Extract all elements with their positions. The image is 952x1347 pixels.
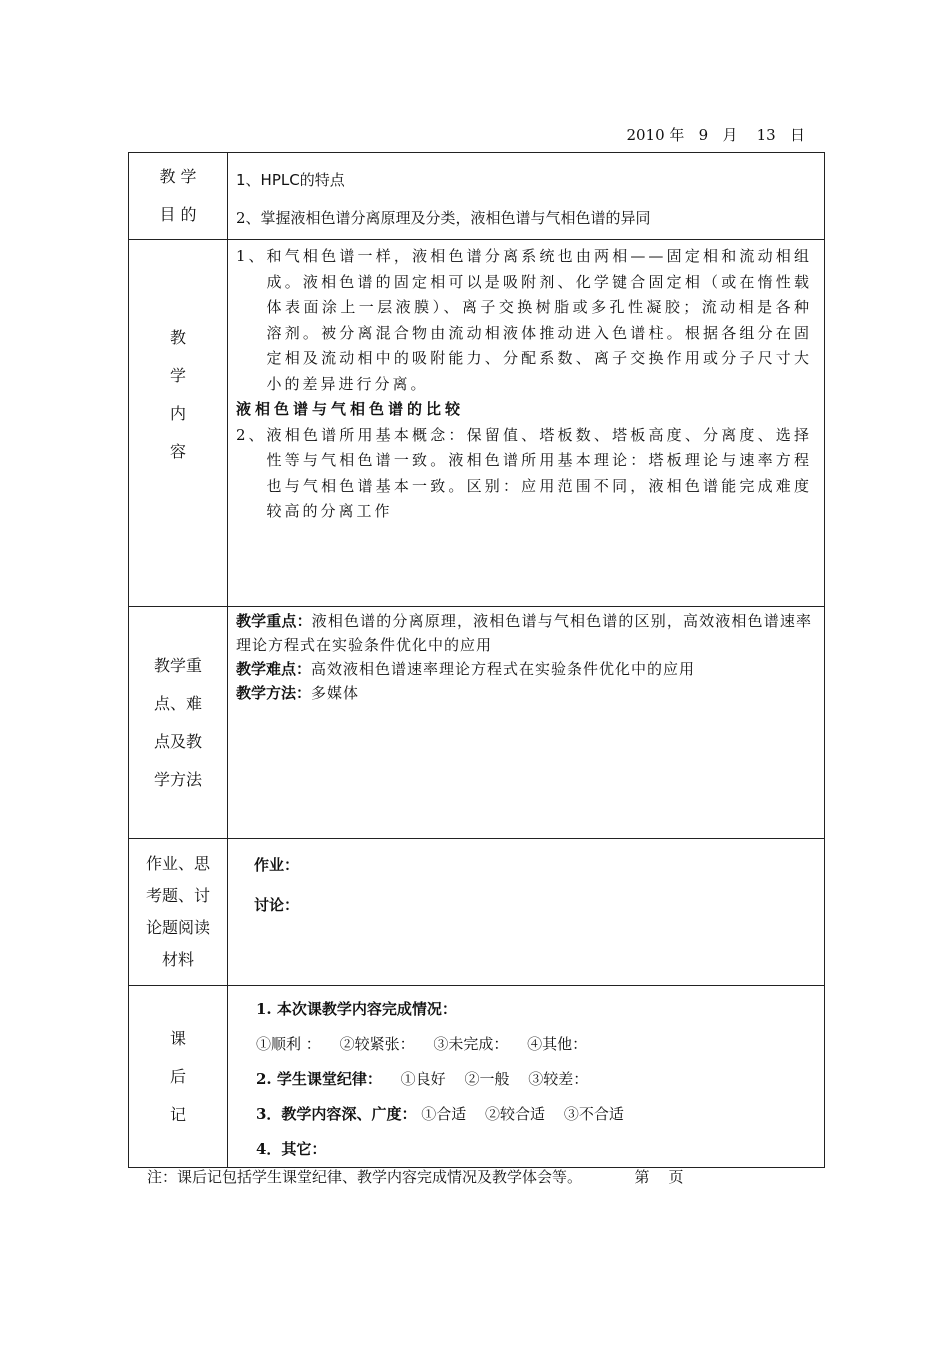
completion-option-1: ①顺利 ： xyxy=(256,1035,321,1053)
methods-label-line-3: 点及教 xyxy=(153,731,202,751)
footer-note-text: 注：课后记包括学生课堂纪律、教学内容完成情况及教学体会等。 xyxy=(147,1168,583,1186)
discipline-line xyxy=(256,1062,814,1097)
completion-option-3: ③未完成： xyxy=(433,1035,509,1053)
aim-item-1: 1、HPLC的特点 xyxy=(236,171,345,189)
teaching-method xyxy=(236,681,812,705)
aim-item-2: 2、掌握液相色谱分离原理及分类，液相色谱与气相色谱的异同 xyxy=(236,209,651,227)
homework-label-line-1: 作业、思 xyxy=(145,854,210,873)
completion-option-2: ②较紧张： xyxy=(339,1035,415,1053)
content-cell xyxy=(228,240,825,607)
homework-cell xyxy=(228,839,825,986)
methods-label-line-4: 学方法 xyxy=(153,769,202,789)
homework-label-line-3: 论题阅读 xyxy=(145,918,210,937)
discipline-question: 2. 学生课堂纪律： xyxy=(256,1070,382,1088)
footer-note xyxy=(147,1166,684,1187)
depth-option-2: ②较合适 xyxy=(485,1105,546,1123)
aims-cell xyxy=(228,153,825,240)
methods-label xyxy=(129,607,228,839)
teaching-method-label: 教学方法： xyxy=(236,684,312,702)
discipline-option-2: ②一般 xyxy=(464,1070,510,1088)
afterclass-cell xyxy=(228,986,825,1168)
page-number: 第 页 xyxy=(634,1168,684,1186)
key-points xyxy=(236,609,812,657)
methods-row xyxy=(129,607,825,839)
aims-row xyxy=(129,153,825,240)
content-item-2-number: 2、 xyxy=(236,425,267,444)
methods-cell xyxy=(228,607,825,839)
content-item-2 xyxy=(236,423,812,525)
methods-label-line-2: 点、难 xyxy=(153,693,202,713)
content-label xyxy=(129,240,228,607)
afterclass-label-line-2: 后 xyxy=(169,1066,186,1086)
content-row xyxy=(129,240,825,607)
homework-label-line-4: 材料 xyxy=(161,950,194,969)
lesson-plan-table xyxy=(128,152,825,1168)
afterclass-label-line-1: 课 xyxy=(169,1028,186,1048)
discipline-option-3: ③较差： xyxy=(528,1070,589,1088)
content-item-1-number: 1、 xyxy=(236,247,267,265)
difficult-points-label: 教学难点： xyxy=(236,660,312,678)
content-label-line-3: 内 xyxy=(169,404,186,423)
depth-line xyxy=(256,1097,814,1132)
aims-label xyxy=(129,153,228,240)
methods-label-line-1: 教学重 xyxy=(153,655,202,675)
homework-label-text: 作业： xyxy=(254,856,300,874)
aims-label-line-2: 目 的 xyxy=(159,205,197,224)
difficult-points-text: 高效液相色谱速率理论方程式在实验条件优化中的应用 xyxy=(311,660,696,678)
content-item-1 xyxy=(236,244,812,397)
depth-option-3: ③不合适 xyxy=(563,1105,624,1123)
lesson-date: 2010 年 9 月 13 日 xyxy=(626,126,805,144)
content-label-line-2: 学 xyxy=(169,366,186,385)
afterclass-row xyxy=(129,986,825,1168)
depth-option-1: ①合适 xyxy=(421,1105,467,1123)
homework-row xyxy=(129,839,825,986)
content-item-2-text: 液相色谱所用基本概念：保留值、塔板数、塔板高度、分离度、选择性等与气相色谱一致。液相色谱所用基本理论：塔板理论与速率方程也与气相色谱基本一致。区别：应用范围不同，液相色谱能完成难度较高的分离工作 xyxy=(266,425,812,520)
discussion-label-text: 讨论： xyxy=(254,896,300,914)
completion-question: 1. 本次课教学内容完成情况： xyxy=(256,1000,457,1018)
content-label-line-1: 教 xyxy=(169,328,186,347)
afterclass-label xyxy=(129,986,228,1168)
content-item-1-text: 和气相色谱一样，液相色谱分离系统也由两相——固定相和流动相组成。液相色谱的固定相可以是吸附剂、化学键合固定相（或在惰性载体表面涂上一层液膜）、离子交换树脂或多孔性凝胶；流动相是各种溶剂。被分离混合物由流动相液体推动进入色谱柱。根据各组分在固定相及流动相中的吸附能力、分配系数、离子交换作用或分子尺寸大小的差异进行分离。 xyxy=(266,247,812,393)
completion-option-4: ④其他： xyxy=(527,1035,588,1053)
difficult-points xyxy=(236,657,812,681)
depth-question: 3．教学内容深、广度： xyxy=(256,1105,417,1123)
discipline-option-1: ①良好 xyxy=(400,1070,446,1088)
aims-label-line-1: 教 学 xyxy=(159,167,197,186)
homework-label-line-2: 考题、讨 xyxy=(145,886,210,905)
afterclass-label-line-3: 记 xyxy=(169,1104,186,1124)
comparison-heading: 液相色谱与气相色谱的比较 xyxy=(236,400,465,418)
homework-label xyxy=(129,839,228,986)
teaching-method-text: 多媒体 xyxy=(311,684,360,702)
other-question: 4．其它： xyxy=(256,1140,327,1158)
key-points-text: 液相色谱的分离原理，液相色谱与气相色谱的区别，高效液相色谱速率理论方程式在实验条件优化中的应用 xyxy=(236,612,812,654)
completion-options xyxy=(256,1027,814,1062)
content-label-line-4: 容 xyxy=(169,442,186,461)
key-points-label: 教学重点： xyxy=(236,612,312,630)
